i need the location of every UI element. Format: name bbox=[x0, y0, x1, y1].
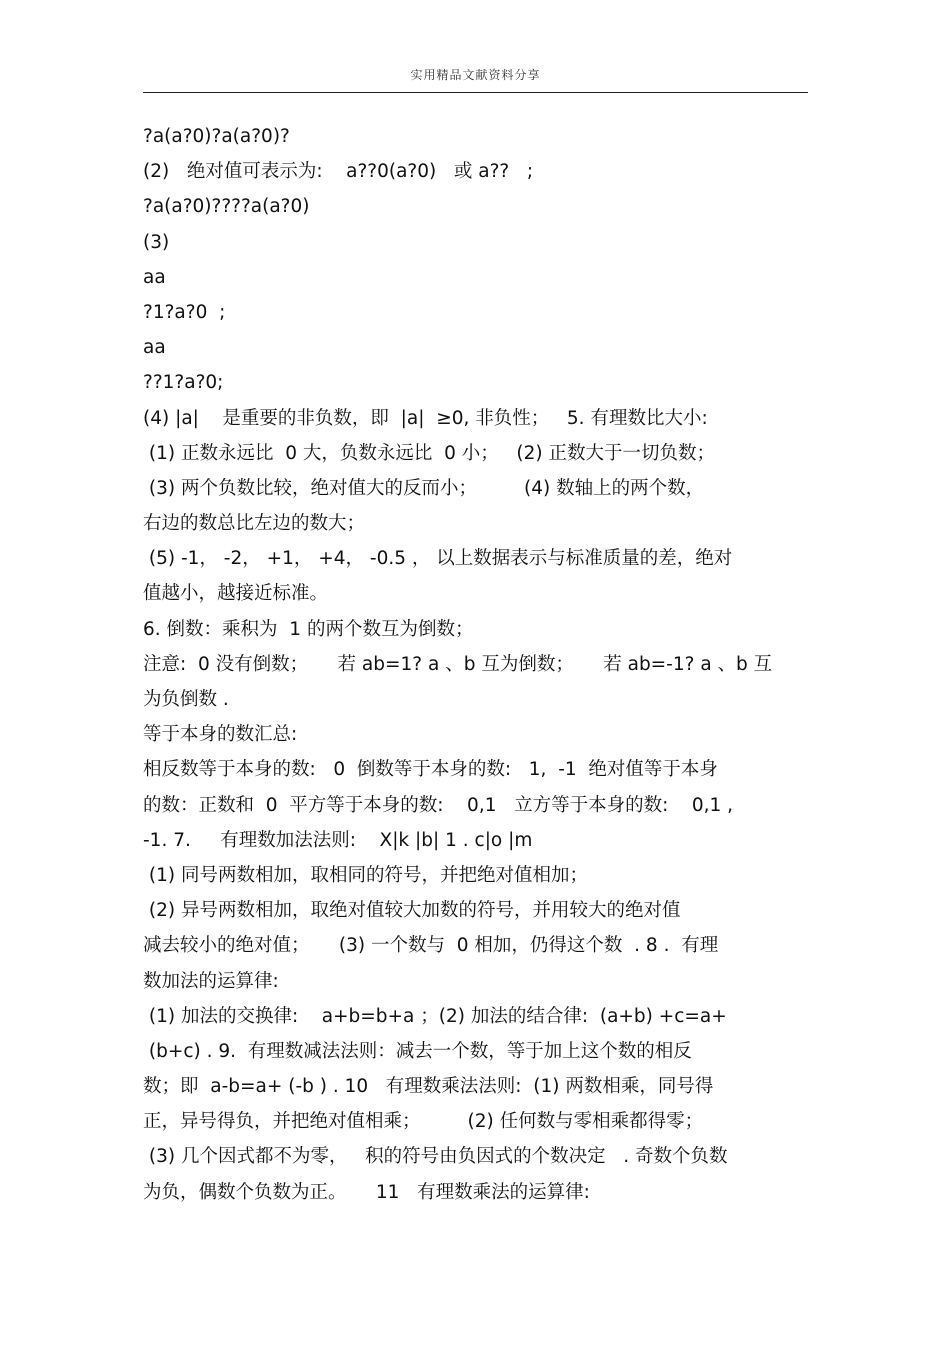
text-line: 6. 倒数：乘积为 1 的两个数互为倒数； bbox=[143, 618, 474, 640]
text-line: 为负，偶数个负数为正。 11 有理数乘法的运算律: bbox=[143, 1181, 590, 1203]
text-line: 正，异号得负，并把绝对值相乘； (2) 任何数与零相乘都得零； bbox=[143, 1111, 704, 1133]
text-line: ??1?a?0; bbox=[143, 372, 224, 394]
text-line: 数加法的运算律: bbox=[143, 970, 279, 992]
text-line: 注意: 0 没有倒数； 若 ab=1? a 、b 互为倒数； 若 ab=-1? a 、b 互 bbox=[143, 653, 773, 675]
text-line: (b+c) . 9. 有理数减法法则：减去一个数，等于加上这个数的相反 bbox=[143, 1040, 692, 1062]
text-line: (3) bbox=[143, 231, 170, 253]
text-line: ?a(a?0)?a(a?0)? bbox=[143, 126, 290, 147]
text-line: 值越小，越接近标准。 bbox=[143, 583, 329, 605]
header-title: 实用精品文献资料分享 bbox=[410, 68, 541, 82]
text-line: (1) 加法的交换律: a+b=b+a ；(2) 加法的结合律: (a+b) +c=a+ bbox=[143, 1005, 727, 1027]
text-line: (4) |a| 是重要的非负数，即 |a| ≥0, 非负性； 5. 有理数比大小: bbox=[143, 407, 708, 429]
text-line: aa bbox=[143, 337, 166, 359]
text-line: 减去较小的绝对值； (3) 一个数与 0 相加，仍得这个数 . 8 . 有理 bbox=[143, 935, 719, 957]
document-body bbox=[143, 119, 808, 1210]
text-line: (1) 正数永远比 0 大，负数永远比 0 小； (2) 正数大于一切负数； bbox=[143, 442, 716, 464]
text-line: (1) 同号两数相加，取相同的符号，并把绝对值相加； bbox=[143, 864, 588, 886]
text-line: 等于本身的数汇总: bbox=[143, 724, 298, 746]
text-line: 相反数等于本身的数: 0 倒数等于本身的数: 1, -1 绝对值等于本身 bbox=[143, 759, 718, 781]
text-line: 右边的数总比左边的数大； bbox=[143, 513, 366, 535]
text-line: (3) 几个因式都不为零， 积的符号由负因式的个数决定 . 奇数个负数 bbox=[143, 1146, 728, 1168]
text-line: 为负倒数 . bbox=[143, 689, 229, 710]
page-header bbox=[143, 62, 808, 93]
text-line: ?1?a?0 ; bbox=[143, 301, 226, 323]
text-line: ?a(a?0)????a(a?0) bbox=[143, 196, 310, 218]
text-line: (3) 两个负数比较，绝对值大的反而小； (4) 数轴上的两个数， bbox=[143, 477, 705, 499]
text-line: (5) -1， -2， +1， +4， -0.5 ， 以上数据表示与标准质量的差，绝对 bbox=[143, 548, 733, 570]
text-line: 的数：正数和 0 平方等于本身的数: 0,1 立方等于本身的数: 0,1 , bbox=[143, 794, 734, 816]
text-line: aa bbox=[143, 266, 166, 288]
text-line: -1. 7. 有理数加法法则: X|k |b| 1 . c|o |m bbox=[143, 829, 533, 851]
text-line: 数；即 a-b=a+ (-b ) . 10 有理数乘法法则: (1) 两数相乘，同号得 bbox=[143, 1076, 714, 1098]
text-line: (2) 绝对值可表示为: a??0(a?0) 或 a?? ; bbox=[143, 161, 534, 183]
text-line: (2) 异号两数相加，取绝对值较大加数的符号，并用较大的绝对值 bbox=[143, 900, 681, 922]
